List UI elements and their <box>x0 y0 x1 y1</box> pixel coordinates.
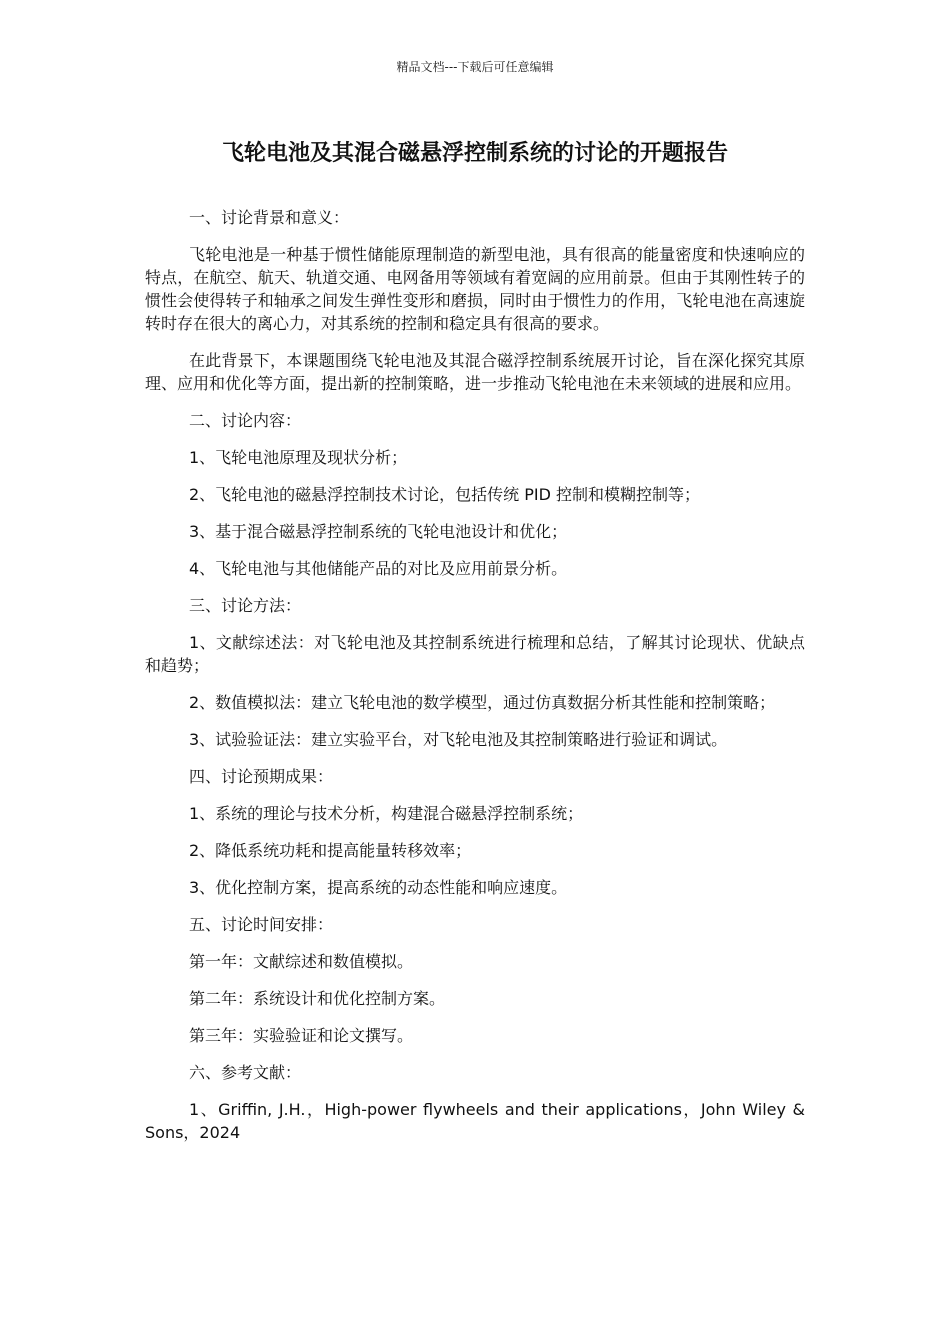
schedule-year-2: 第二年：系统设计和优化控制方案。 <box>189 989 446 1008</box>
reference-item-1: 1、Griffin, J.H.，High-power flywheels and their applications，John Wiley & Sons，2024 <box>145 1100 805 1142</box>
outcome-item-2: 2、降低系统功耗和提高能量转移效率； <box>189 841 472 860</box>
content-item-4: 4、飞轮电池与其他储能产品的对比及应用前景分析。 <box>189 559 568 578</box>
paragraph-background-2: 在此背景下，本课题围绕飞轮电池及其混合磁浮控制系统展开讨论，旨在深化探究其原理、应用和优化等方面，提出新的控制策略，进一步推动飞轮电池在未来领域的进展和应用。 <box>145 351 805 393</box>
content-item-2: 2、飞轮电池的磁悬浮控制技术讨论，包括传统 PID 控制和模糊控制等； <box>189 485 701 504</box>
method-item-3: 3、试验验证法：建立实验平台，对飞轮电池及其控制策略进行验证和调试。 <box>189 730 728 749</box>
page-header: 精品文档---下载后可任意编辑 <box>396 60 554 74</box>
schedule-year-3: 第三年：实验验证和论文撰写。 <box>189 1026 414 1045</box>
content-item-3: 3、基于混合磁悬浮控制系统的飞轮电池设计和优化； <box>189 522 568 541</box>
schedule-year-1: 第一年：文献综述和数值模拟。 <box>189 952 414 971</box>
method-item-1: 1、文献综述法：对飞轮电池及其控制系统进行梳理和总结，了解其讨论现状、优缺点和趋势； <box>145 633 805 675</box>
section-heading-background: 一、讨论背景和意义： <box>189 208 350 227</box>
section-heading-content: 二、讨论内容： <box>189 411 302 430</box>
outcome-item-1: 1、系统的理论与技术分析，构建混合磁悬浮控制系统； <box>189 804 584 823</box>
section-heading-references: 六、参考文献： <box>189 1063 302 1082</box>
document-body <box>145 206 805 1158</box>
section-heading-methods: 三、讨论方法： <box>189 596 302 615</box>
paragraph-background-1: 飞轮电池是一种基于惯性储能原理制造的新型电池，具有很高的能量密度和快速响应的特点，在航空、航天、轨道交通、电网备用等领域有着宽阔的应用前景。但由于其刚性转子的惯性会使得转子和轴承之间发生弹性变形和磨损，同时由于惯性力的作用，飞轮电池在高速旋转时存在很大的离心力，对其系统的控制和稳定具有很高的要求。 <box>145 245 805 333</box>
content-item-1: 1、飞轮电池原理及现状分析； <box>189 448 408 467</box>
outcome-item-3: 3、优化控制方案，提高系统的动态性能和响应速度。 <box>189 878 568 897</box>
document-title: 飞轮电池及其混合磁悬浮控制系统的讨论的开题报告 <box>221 141 728 166</box>
method-item-2: 2、数值模拟法：建立飞轮电池的数学模型，通过仿真数据分析其性能和控制策略； <box>189 693 776 712</box>
section-heading-schedule: 五、讨论时间安排： <box>189 915 334 934</box>
section-heading-outcomes: 四、讨论预期成果： <box>189 767 334 786</box>
